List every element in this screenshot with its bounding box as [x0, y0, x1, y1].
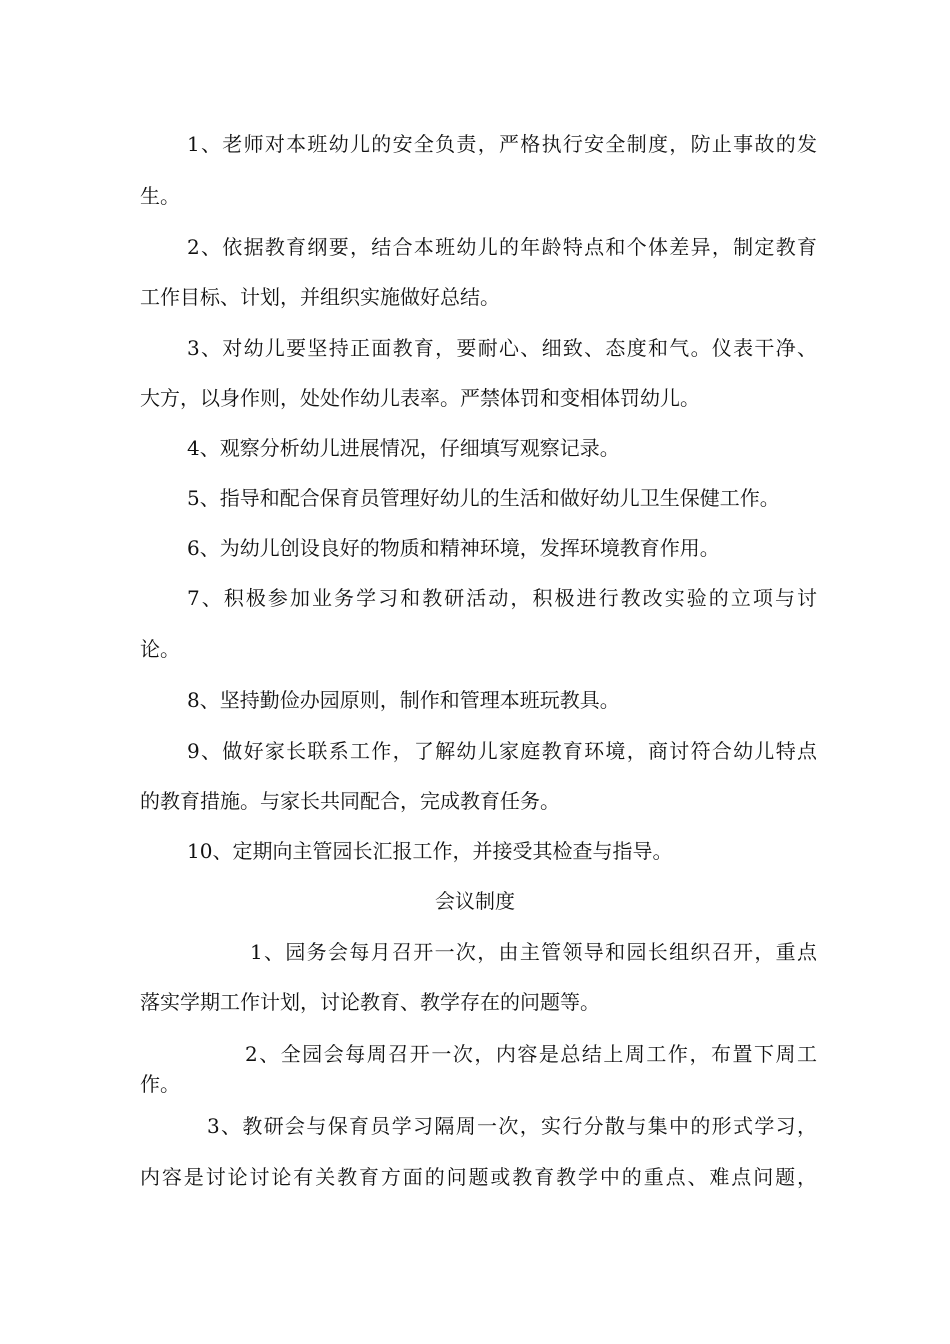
paragraph-line: 2、全园会每周召开一次，内容是总结上周工作，布置下周工: [245, 1042, 817, 1066]
paragraph-line: 1、老师对本班幼儿的安全负责，严格执行安全制度，防止事故的发: [187, 132, 817, 156]
paragraph-line: 3、教研会与保育员学习隔周一次，实行分散与集中的形式学习，: [207, 1114, 817, 1138]
paragraph-line: 作。: [140, 1072, 180, 1096]
paragraph-line: 5、指导和配合保育员管理好幼儿的生活和做好幼儿卫生保健工作。: [187, 486, 780, 510]
section-title: 会议制度: [435, 889, 515, 913]
paragraph-line: 的教育措施。与家长共同配合，完成教育任务。: [140, 789, 560, 813]
paragraph-line: 10、定期向主管园长汇报工作，并接受其检查与指导。: [187, 839, 673, 863]
paragraph-line: 9、做好家长联系工作，了解幼儿家庭教育环境，商讨符合幼儿特点: [187, 739, 817, 763]
paragraph-line: 7、积极参加业务学习和教研活动，积极进行教改实验的立项与讨: [187, 586, 817, 610]
paragraph-line: 2、依据教育纲要，结合本班幼儿的年龄特点和个体差异，制定教育: [187, 235, 817, 259]
paragraph-line: 生。: [140, 184, 180, 208]
paragraph-line: 落实学期工作计划，讨论教育、教学存在的问题等。: [140, 990, 600, 1014]
paragraph-line: 3、对幼儿要坚持正面教育，要耐心、细致、态度和气。仪表干净、: [187, 336, 817, 360]
paragraph-line: 大方，以身作则，处处作幼儿表率。严禁体罚和变相体罚幼儿。: [140, 386, 700, 410]
paragraph-line: 内容是讨论讨论有关教育方面的问题或教育教学中的重点、难点问题，: [140, 1165, 817, 1189]
paragraph-line: 工作目标、计划，并组织实施做好总结。: [140, 285, 500, 309]
paragraph-line: 6、为幼儿创设良好的物质和精神环境，发挥环境教育作用。: [187, 536, 720, 560]
paragraph-line: 4、观察分析幼儿进展情况，仔细填写观察记录。: [187, 436, 620, 460]
paragraph-line: 8、坚持勤俭办园原则，制作和管理本班玩教具。: [187, 688, 620, 712]
paragraph-line: 论。: [140, 637, 180, 661]
paragraph-line: 1、园务会每月召开一次，由主管领导和园长组织召开，重点: [250, 940, 817, 964]
